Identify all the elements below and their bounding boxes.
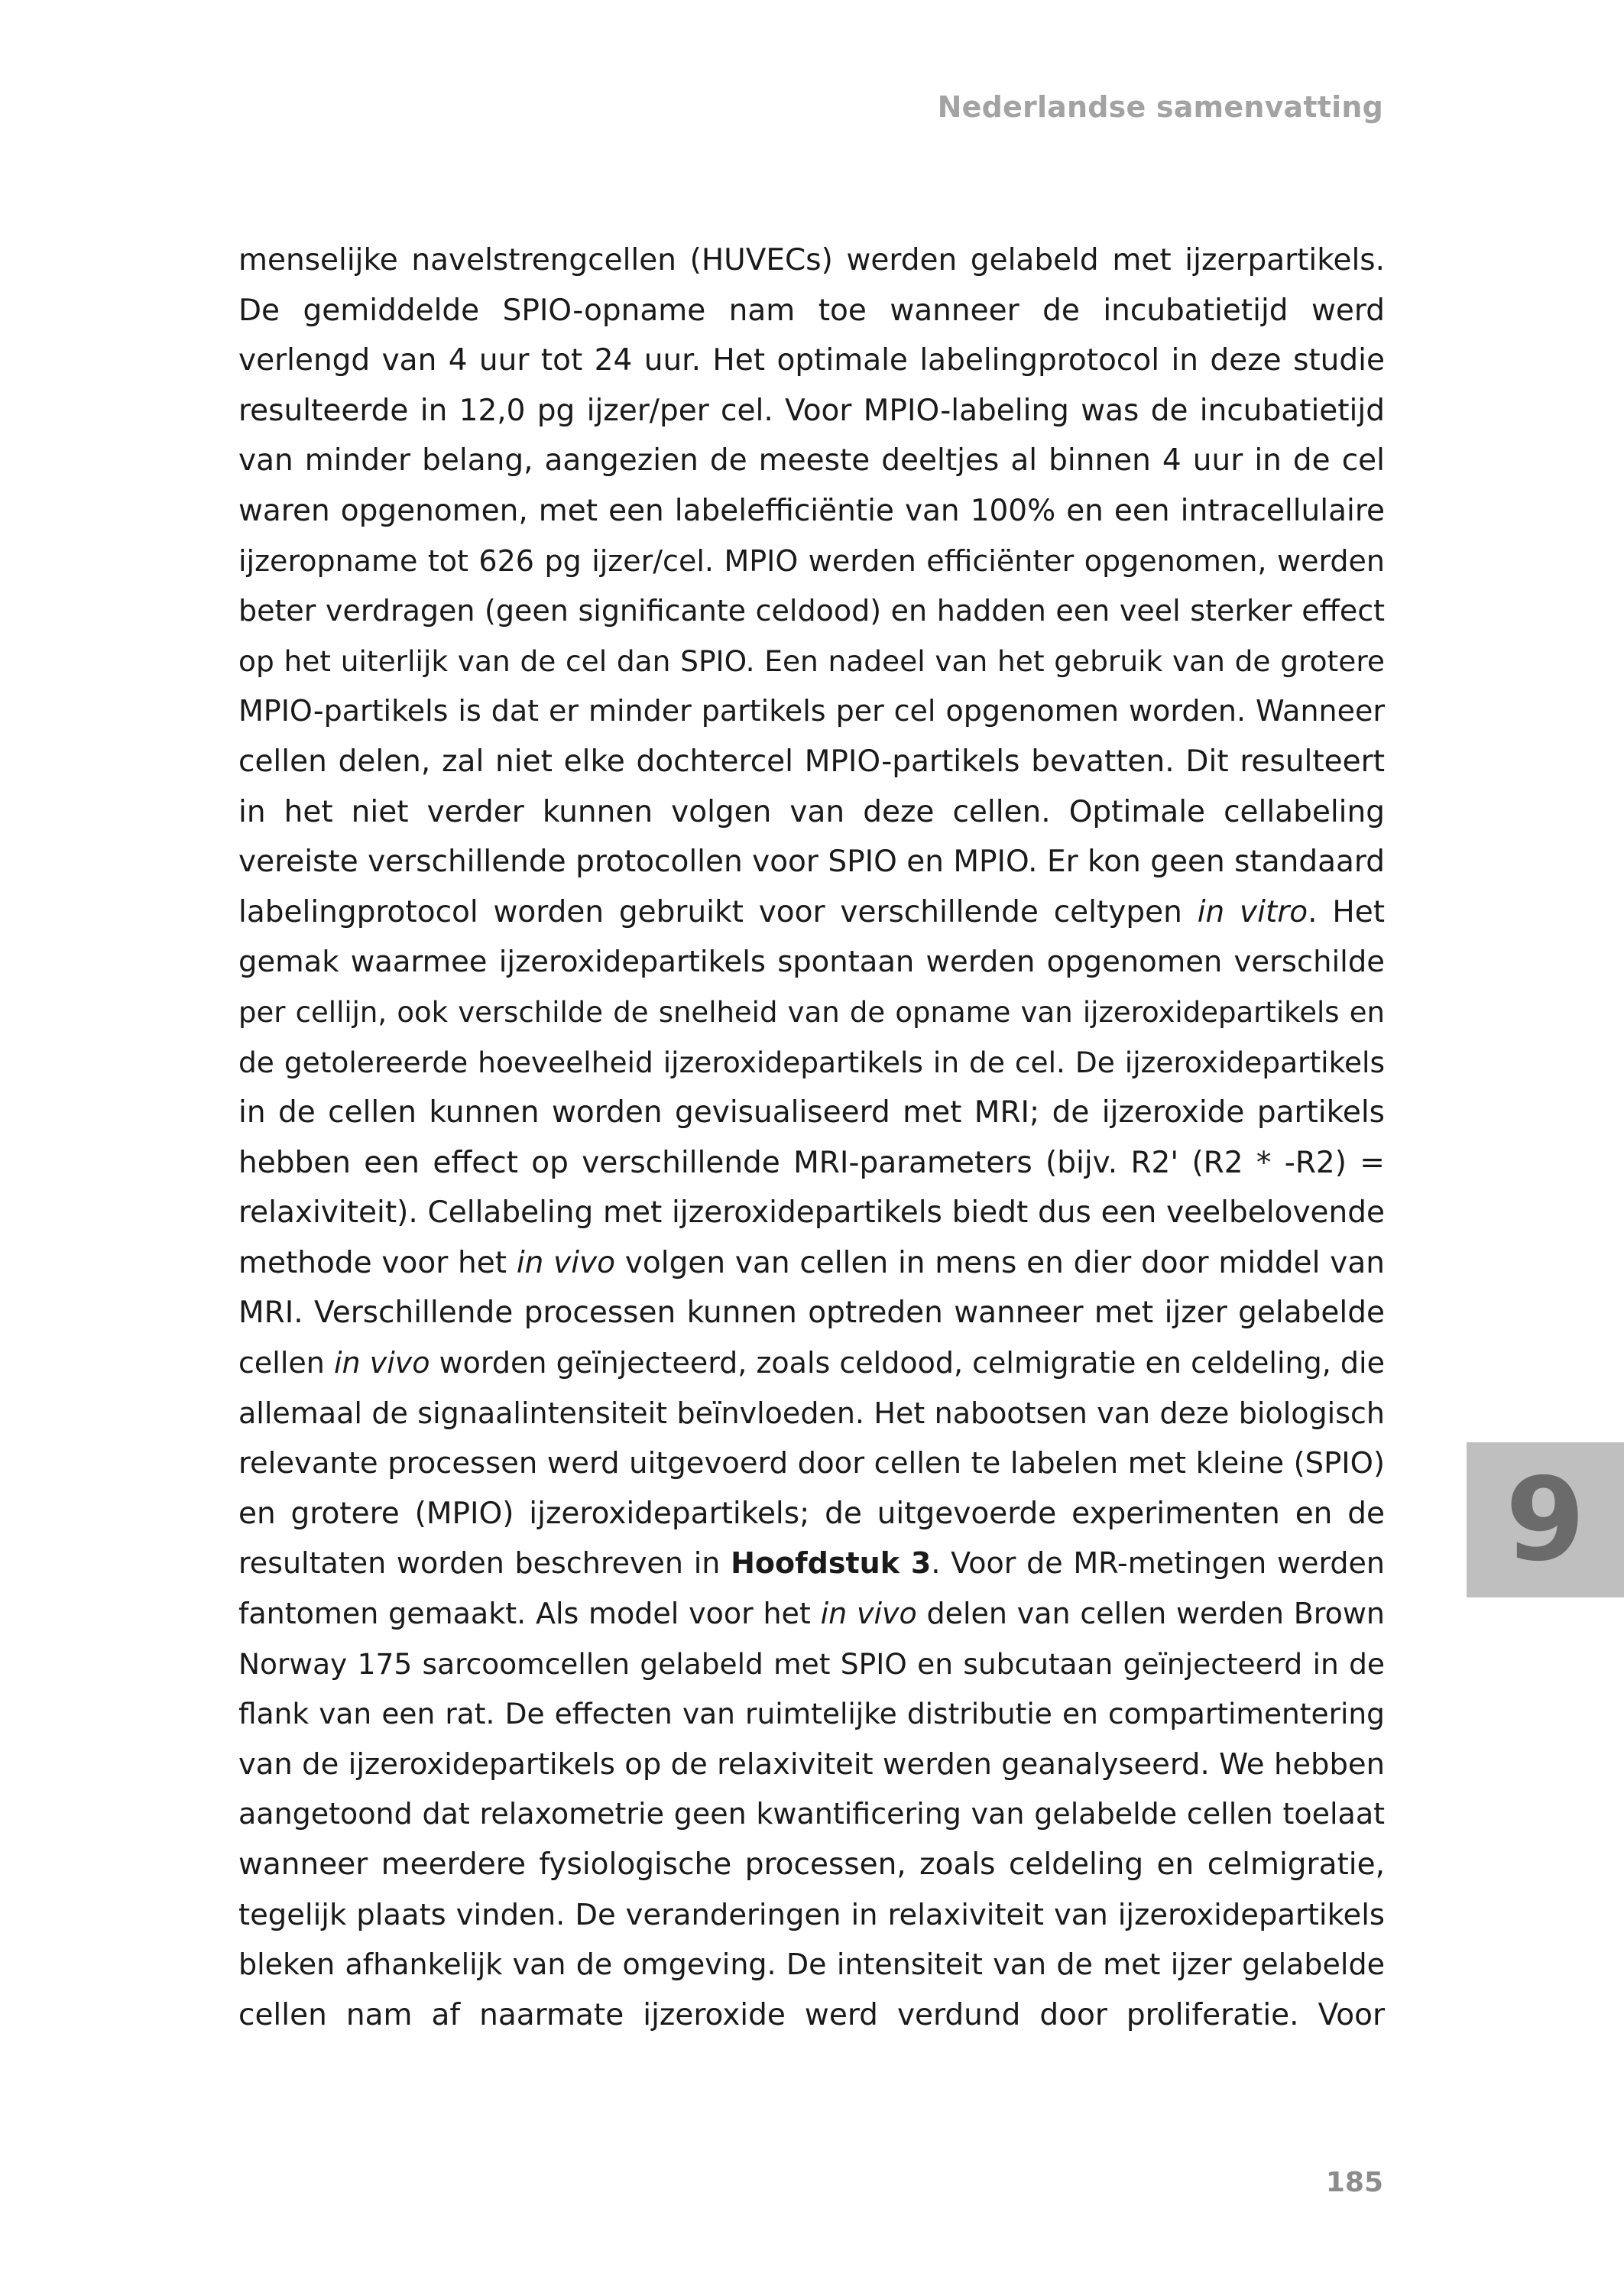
text-line [238, 1038, 1385, 1088]
text-run: De gemiddelde SPIO-opname nam toe wanneer de incubatietijd werd [238, 293, 1385, 328]
text-line [238, 1288, 1385, 1338]
text-run: resultaten worden beschreven in [238, 1546, 731, 1581]
text-run: en grotere (MPIO) ijzeroxidepartikels; de uitgevoerde experimenten en de [238, 1496, 1385, 1531]
text-run: van minder belang, aangezien de meeste deeltjes al binnen 4 uur in de cel [238, 443, 1385, 478]
text-line [238, 737, 1385, 787]
text-line [238, 1138, 1385, 1189]
text-line [238, 988, 1385, 1038]
text-run: ijzeropname tot 626 pg ijzer/cel. MPIO werden efficiënter opgenomen, werden [238, 543, 1385, 578]
text-run: allemaal de signaalintensiteit beïnvloeden. Het nabootsen van deze biologisch [238, 1396, 1385, 1430]
text-line [238, 336, 1385, 386]
text-run: waren opgenomen, met een labelefficiëntie van 100% en een intracellulaire [238, 493, 1385, 528]
text-run: worden geïnjecteerd, zoals celdood, celmigratie en celdeling, die [430, 1346, 1385, 1380]
text-line [238, 436, 1385, 486]
text-line [238, 1890, 1385, 1941]
text-run: verlengd van 4 uur tot 24 uur. Het optimale labelingprotocol in deze studie [238, 343, 1385, 378]
text-line [238, 1438, 1385, 1489]
text-line [238, 286, 1385, 336]
running-title: Nederlandse samenvatting [937, 90, 1383, 124]
text-line [238, 1188, 1385, 1238]
text-line [238, 1840, 1385, 1890]
text-run: aangetoond dat relaxometrie geen kwantificering van gelabelde cellen toelaat [238, 1797, 1385, 1831]
text-run: beter verdragen (geen significante celdood) en hadden een veel sterker effect [238, 594, 1385, 628]
text-run: cellen delen, zal niet elke dochtercel MPIO-partikels bevatten. Dit resulteert [238, 744, 1385, 779]
text-line [238, 1338, 1385, 1389]
text-line [238, 837, 1385, 887]
text-line [238, 1539, 1385, 1589]
text-run: Norway 175 sarcoomcellen gelabeld met SPIO en subcutaan geïnjecteerd in de [238, 1646, 1385, 1681]
body-text [238, 235, 1385, 2040]
text-run: de getolereerde hoeveelheid ijzeroxidepartikels in de cel. De ijzeroxidepartikels [238, 1045, 1385, 1079]
text-run: MRI. Verschillende processen kunnen optreden wanneer met ijzer gelabelde [238, 1296, 1385, 1331]
text-line [238, 1238, 1385, 1289]
text-line [238, 1940, 1385, 1990]
text-line [238, 1689, 1385, 1740]
text-line [238, 486, 1385, 537]
text-run: flank van een rat. De effecten van ruimtelijke distributie en compartimentering [238, 1697, 1385, 1731]
text-run: bleken afhankelijk van de omgeving. De intensiteit van de met ijzer gelabelde [238, 1948, 1385, 1982]
page-number: 185 [1325, 2167, 1383, 2198]
text-line [238, 937, 1385, 988]
text-run: delen van cellen werden Brown [916, 1597, 1385, 1631]
text-run: . Voor de MR-metingen werden [931, 1546, 1385, 1581]
chapter-number: 9 [1505, 1453, 1586, 1587]
text-line [238, 686, 1385, 737]
text-run: in de cellen kunnen worden gevisualiseerd met MRI; de ijzeroxide partikels [238, 1095, 1385, 1130]
text-run: menselijke navelstrengcellen (HUVECs) werden gelabeld met ijzerpartikels. [238, 243, 1385, 277]
text-line [238, 1088, 1385, 1138]
text-run: gemak waarmee ijzeroxidepartikels spontaan werden opgenomen verschilde [238, 945, 1385, 980]
italic-term: in vivo [516, 1245, 616, 1280]
text-line [238, 386, 1385, 436]
text-run: resulteerde in 12,0 pg ijzer/per cel. Voor MPIO-labeling was de incubatietijd [238, 393, 1385, 428]
italic-term: in vivo [820, 1597, 917, 1631]
text-run: labelingprotocol worden gebruikt voor verschillende celtypen [238, 894, 1198, 929]
text-run: tegelijk plaats vinden. De veranderingen in relaxiviteit van ijzeroxidepartikels [238, 1897, 1385, 1932]
text-run: op het uiterlijk van de cel dan SPIO. Een nadeel van het gebruik van de grotere [238, 644, 1385, 678]
text-run: van de ijzeroxidepartikels op de relaxiviteit werden geanalyseerd. We hebben [238, 1747, 1385, 1782]
text-run: relaxiviteit). Cellabeling met ijzeroxidepartikels biedt dus een veelbelovende [238, 1195, 1385, 1231]
text-line [238, 1389, 1385, 1439]
text-run: methode voor het [238, 1245, 517, 1280]
text-line [238, 235, 1385, 286]
text-line [238, 887, 1385, 938]
text-line [238, 537, 1385, 587]
text-line [238, 1589, 1385, 1639]
text-line [238, 637, 1385, 687]
text-line [238, 1740, 1385, 1790]
text-run: in het niet verder kunnen volgen van deze cellen. Optimale cellabeling [238, 794, 1385, 829]
text-run: volgen van cellen in mens en dier door middel van [615, 1245, 1385, 1280]
text-run: hebben een effect op verschillende MRI-parameters (bijv. R2' (R2 * -R2) = [238, 1145, 1385, 1180]
text-run: relevante processen werd uitgevoerd door cellen te labelen met kleine (SPIO) [238, 1446, 1385, 1481]
text-run: wanneer meerdere fysiologische processen, zoals celdeling en celmigratie, [238, 1847, 1385, 1882]
text-line [238, 1639, 1385, 1690]
text-line [238, 1489, 1385, 1539]
text-run: MPIO-partikels is dat er minder partikels per cel opgenomen worden. Wanneer [238, 694, 1385, 728]
text-line [238, 586, 1385, 637]
text-run: vereiste verschillende protocollen voor SPIO en MPIO. Er kon geen standaard [238, 845, 1385, 880]
text-run: per cellijn, ook verschilde de snelheid van de opname van ijzeroxidepartikels en [238, 995, 1385, 1029]
text-line [238, 787, 1385, 838]
italic-term: in vivo [333, 1346, 430, 1380]
text-run: cellen nam af naarmate ijzeroxide werd verdund door proliferatie. Voor [238, 1997, 1385, 2032]
chapter-reference: Hoofdstuk 3 [731, 1546, 932, 1581]
text-line [238, 1789, 1385, 1840]
text-run: cellen [238, 1346, 334, 1380]
text-line [238, 1990, 1385, 2041]
italic-term: in vitro [1197, 894, 1308, 929]
chapter-tab [1467, 1442, 1624, 1597]
text-run: . Het [1308, 894, 1385, 929]
text-run: fantomen gemaakt. Als model voor het [238, 1597, 821, 1631]
